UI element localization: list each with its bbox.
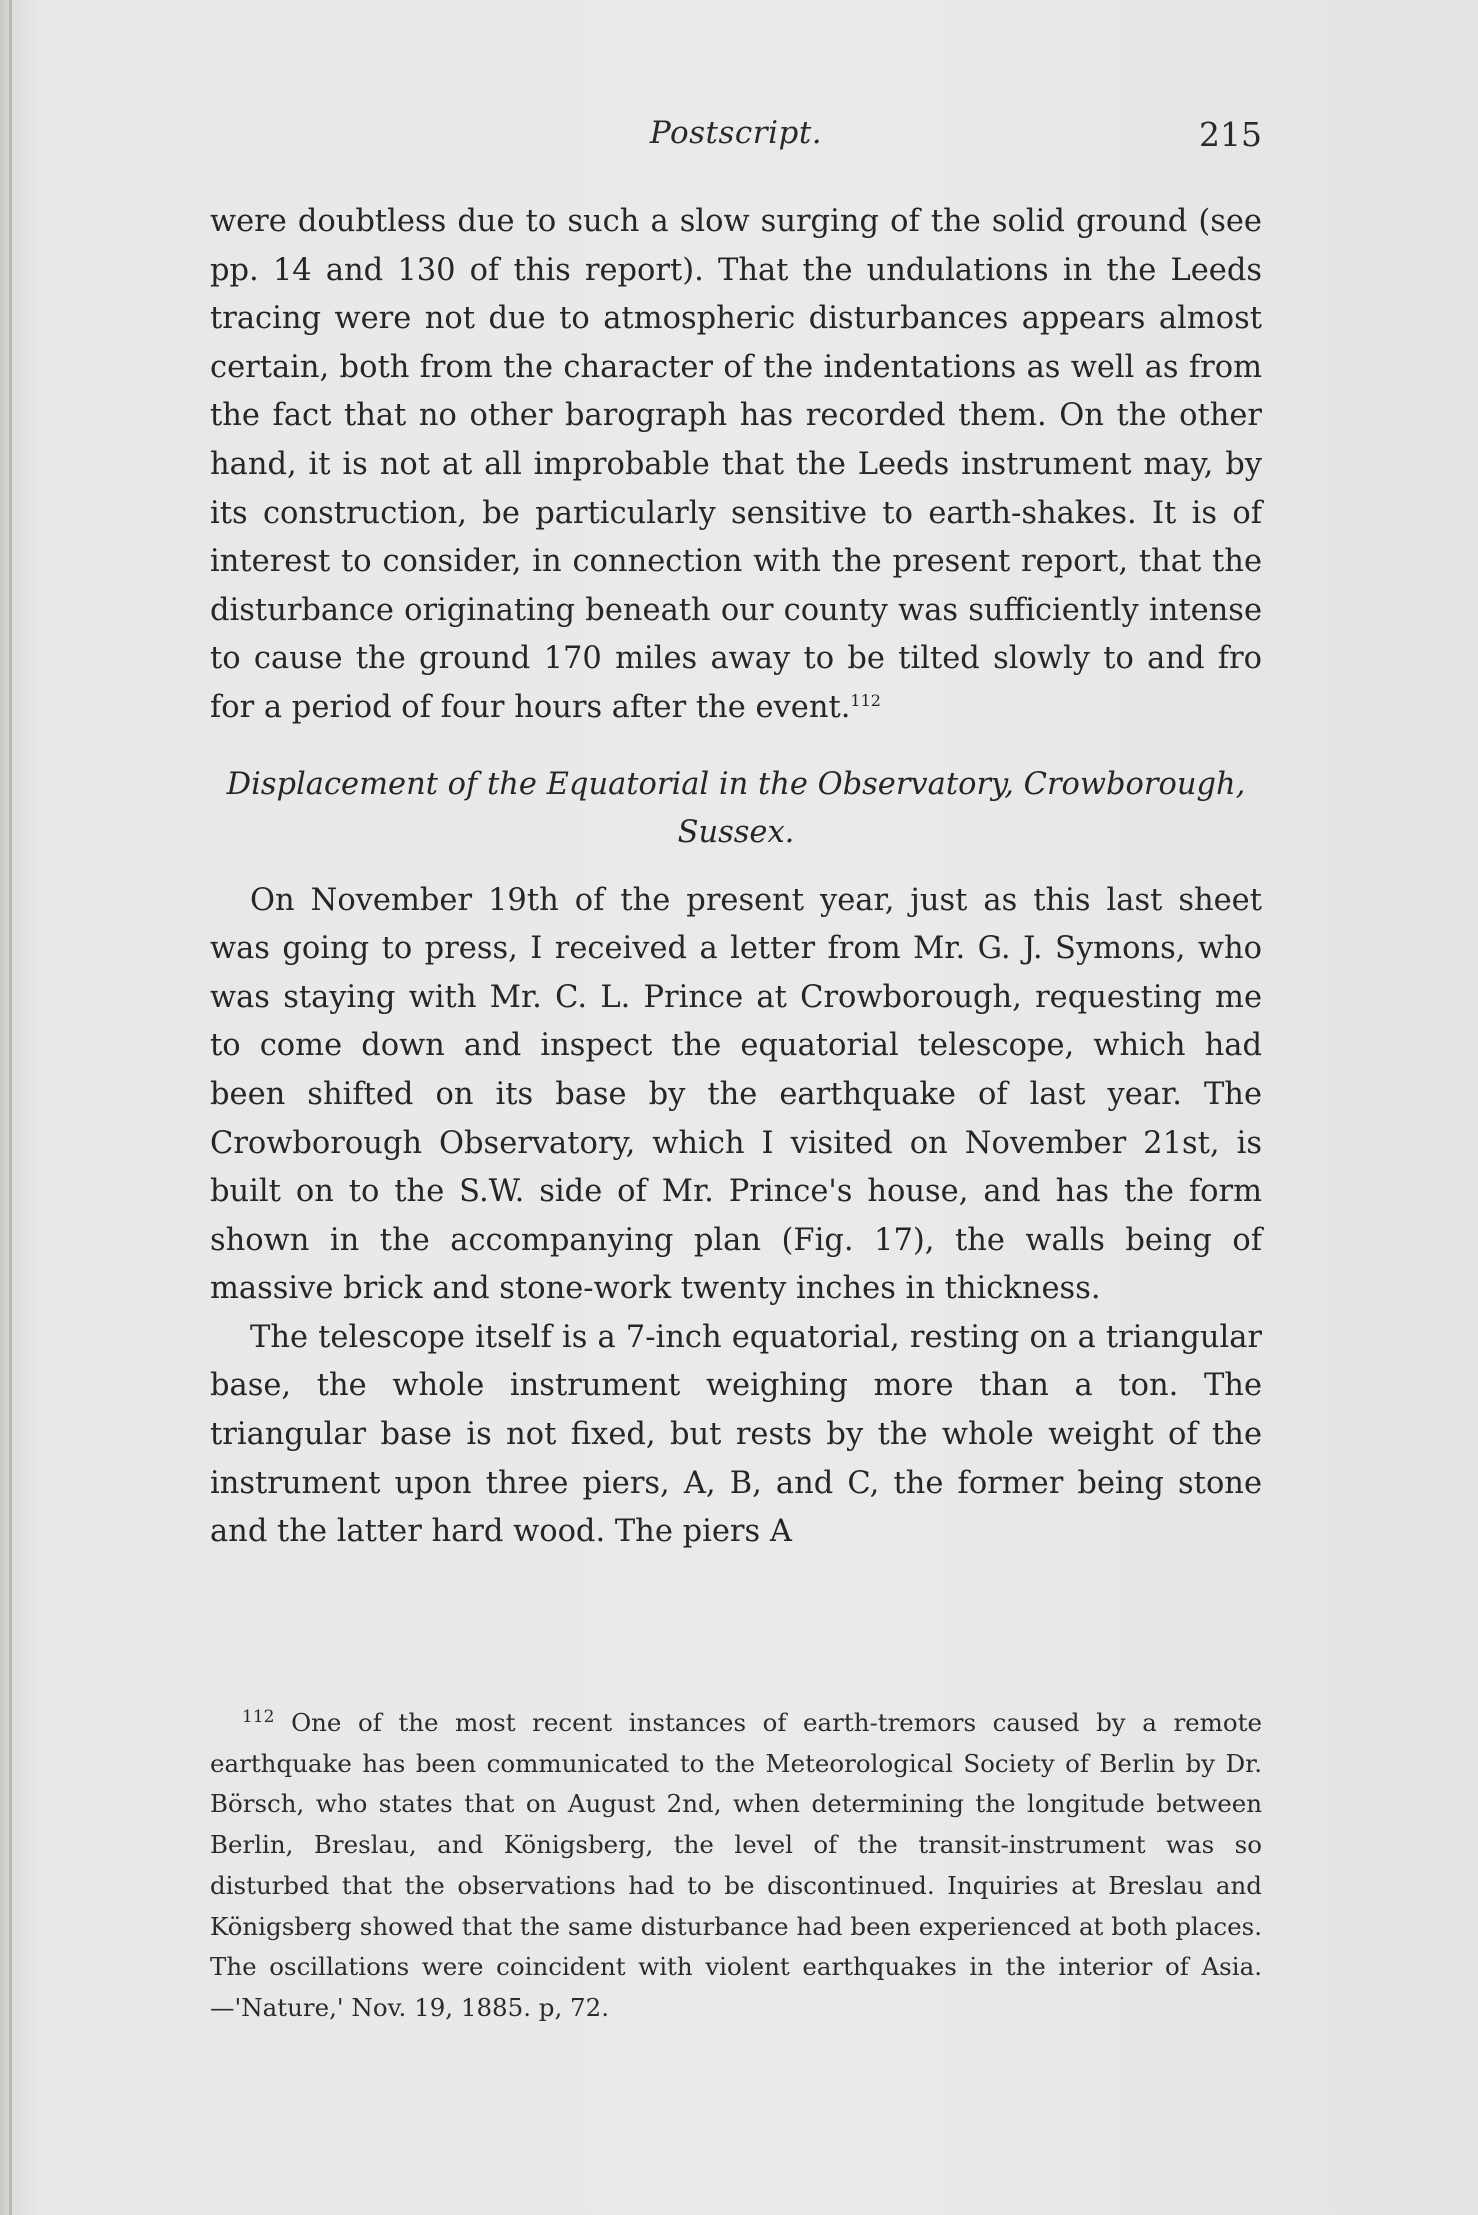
footnote-number: 112 <box>242 1706 275 1727</box>
paragraph-2: On November 19th of the present year, just as this last sheet was going to press, I received a letter from Mr. G. J. Symons, who was staying with Mr. C. L. Prince at Crowborough, requesting me to come down and inspect the equatorial telescope, which had been shifted on its base by the earthquake of last year. The Crowborough Observatory, which I visited on November 21st, is built on to the S.W. side of Mr. Prince's house, and has the form shown in the accompanying plan (Fig. 17), the walls being of massive brick and stone-work twenty inches in thickness. <box>210 882 1262 1307</box>
page-gutter-edge <box>9 0 12 2215</box>
section-heading: Displacement of the Equatorial in the Observatory, Crowborough, Sussex. <box>226 766 1246 850</box>
main-text <box>210 198 1262 1557</box>
footnote <box>210 1703 1262 2029</box>
paragraph-1 <box>210 198 1262 733</box>
running-title: Postscript. <box>649 115 823 151</box>
paragraph-1-text: were doubtless due to such a slow surging of the solid ground (see pp. 14 and 130 of this report). That the undulations in the Leeds tracing were not due to atmospheric disturbances appears almost certain, both from the character of the indentations as well as from the fact that no other barograph has recorded them. On the other hand, it is not at all improbable that the Leeds instrument may, by its construction, be particularly sensitive to earth-shakes. It is of interest to consider, in connection with the present report, that the disturbance originating beneath our county was sufficiently intense to cause the ground 170 miles away to be tilted slowly to and fro for a period of four hours after the event. <box>210 204 1262 725</box>
footnote-paragraph <box>210 1703 1262 2029</box>
paragraph-3: The telescope itself is a 7-inch equatorial, resting on a triangular base, the whole instrument weighing more than a ton. The triangular base is not fixed, but rests by the whole weight of the instrument upon three piers, A, B, and C, the former being stone and the latter hard wood. The piers A <box>210 1319 1262 1550</box>
page-header <box>210 115 1262 165</box>
footnote-reference: 112 <box>850 690 881 710</box>
page-number: 215 <box>1199 115 1262 154</box>
footnote-text: One of the most recent instances of earth-tremors caused by a remote earthquake has been communicated to the Meteorological Society of Berlin by Dr. Börsch, who states that on August 2nd, when determining the longitude between Berlin, Breslau, and Königsberg, the level of the transit-instrument was so disturbed that the observations had to be discontinued. Inquiries at Breslau and Königsberg showed that the same disturbance had been experienced at both places. The oscillations were coincident with violent earthquakes in the interior of Asia.—'Nature,' Nov. 19, 1885. p, 72. <box>210 1708 1262 2022</box>
